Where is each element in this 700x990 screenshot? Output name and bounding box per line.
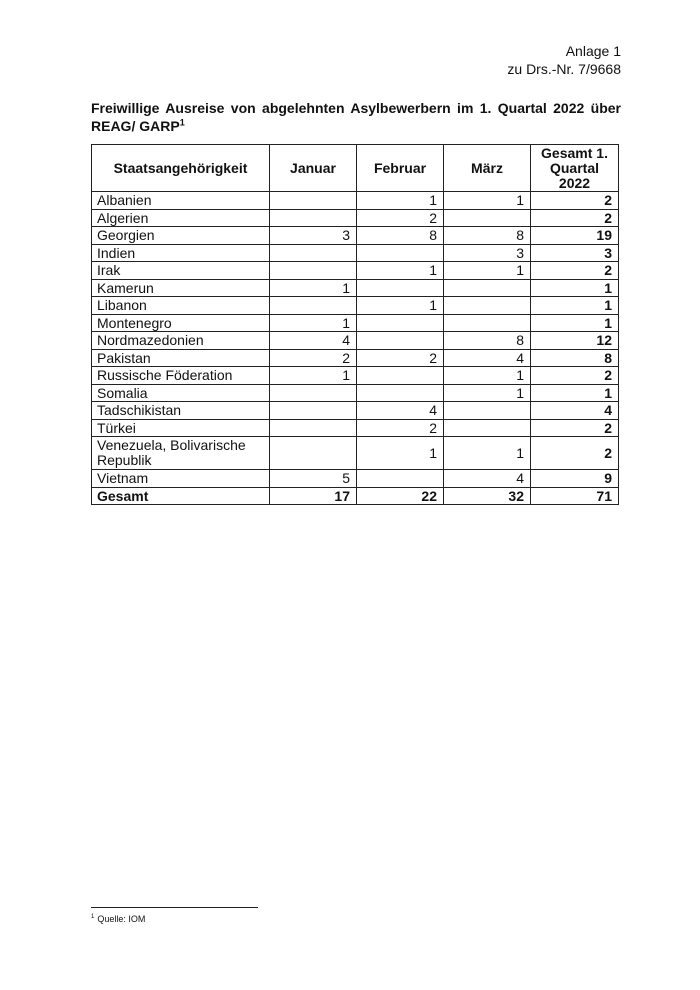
cell-march — [444, 297, 531, 315]
cell-march — [444, 279, 531, 297]
cell-quarter-total: 2 — [531, 419, 619, 437]
cell-january — [270, 262, 357, 280]
cell-march: 8 — [444, 332, 531, 350]
cell-february — [357, 470, 444, 488]
cell-country: Indien — [92, 244, 270, 262]
cell-january: 4 — [270, 332, 357, 350]
table-row — [92, 297, 619, 315]
table-row — [92, 384, 619, 402]
cell-country: Irak — [92, 262, 270, 280]
cell-country: Algerien — [92, 209, 270, 227]
cell-january: 1 — [270, 314, 357, 332]
footnote — [91, 914, 145, 924]
cell-january: 5 — [270, 470, 357, 488]
cell-quarter-total: 2 — [531, 192, 619, 210]
total-quarter: 71 — [531, 487, 619, 505]
cell-march: 1 — [444, 437, 531, 470]
total-march: 32 — [444, 487, 531, 505]
cell-february: 1 — [357, 297, 444, 315]
table-row — [92, 437, 619, 470]
cell-january: 2 — [270, 349, 357, 367]
cell-quarter-total: 4 — [531, 402, 619, 420]
annex-reference — [507, 42, 621, 78]
table-body — [92, 192, 619, 488]
table-row — [92, 314, 619, 332]
title-footnote-mark: 1 — [179, 117, 185, 128]
cell-quarter-total: 1 — [531, 297, 619, 315]
total-february: 22 — [357, 487, 444, 505]
cell-march: 8 — [444, 227, 531, 245]
table-row — [92, 262, 619, 280]
cell-february — [357, 244, 444, 262]
cell-march: 1 — [444, 262, 531, 280]
cell-march: 1 — [444, 367, 531, 385]
cell-january — [270, 419, 357, 437]
cell-country: Türkei — [92, 419, 270, 437]
cell-march — [444, 314, 531, 332]
table-row — [92, 402, 619, 420]
cell-january — [270, 402, 357, 420]
cell-quarter-total: 2 — [531, 209, 619, 227]
header-quarter-total: Gesamt 1. Quartal 2022 — [531, 145, 619, 192]
cell-january — [270, 209, 357, 227]
cell-country: Vietnam — [92, 470, 270, 488]
table-title — [91, 99, 621, 135]
cell-january — [270, 244, 357, 262]
document-reference: zu Drs.-Nr. 7/9668 — [507, 61, 621, 77]
cell-january: 1 — [270, 367, 357, 385]
cell-quarter-total: 1 — [531, 279, 619, 297]
cell-january — [270, 384, 357, 402]
cell-february: 1 — [357, 192, 444, 210]
header-february: Februar — [357, 145, 444, 192]
cell-march — [444, 209, 531, 227]
cell-quarter-total: 2 — [531, 367, 619, 385]
cell-february: 1 — [357, 262, 444, 280]
table-row — [92, 209, 619, 227]
departures-table — [91, 144, 619, 505]
table-row — [92, 279, 619, 297]
table-row — [92, 332, 619, 350]
cell-quarter-total: 19 — [531, 227, 619, 245]
cell-march: 1 — [444, 384, 531, 402]
cell-country: Albanien — [92, 192, 270, 210]
cell-march: 4 — [444, 470, 531, 488]
table-row — [92, 419, 619, 437]
cell-quarter-total: 12 — [531, 332, 619, 350]
cell-february — [357, 384, 444, 402]
table-total-row — [92, 487, 619, 505]
cell-march: 4 — [444, 349, 531, 367]
cell-february: 1 — [357, 437, 444, 470]
table-row — [92, 244, 619, 262]
cell-march — [444, 419, 531, 437]
table-row — [92, 367, 619, 385]
cell-january: 3 — [270, 227, 357, 245]
table-row — [92, 470, 619, 488]
header-country: Staatsangehörigkeit — [92, 145, 270, 192]
cell-february: 2 — [357, 349, 444, 367]
cell-country: Kamerun — [92, 279, 270, 297]
table-title-text: Freiwillige Ausreise von abgelehnten Asylbewerbern im 1. Quartal 2022 über REAG/ GARP — [91, 100, 621, 134]
cell-february: 8 — [357, 227, 444, 245]
cell-quarter-total: 2 — [531, 262, 619, 280]
cell-february — [357, 367, 444, 385]
cell-march: 3 — [444, 244, 531, 262]
cell-february — [357, 314, 444, 332]
cell-january: 1 — [270, 279, 357, 297]
cell-country: Tadschikistan — [92, 402, 270, 420]
cell-country: Russische Föderation — [92, 367, 270, 385]
header-january: Januar — [270, 145, 357, 192]
cell-country: Georgien — [92, 227, 270, 245]
cell-country: Venezuela, Bolivarische Republik — [92, 437, 270, 470]
table-row — [92, 227, 619, 245]
total-january: 17 — [270, 487, 357, 505]
table-row — [92, 192, 619, 210]
footnote-mark: 1 — [91, 914, 95, 920]
cell-quarter-total: 2 — [531, 437, 619, 470]
footnote-divider — [91, 907, 258, 908]
footnote-text: Quelle: IOM — [97, 914, 146, 924]
cell-february: 2 — [357, 419, 444, 437]
table-header-row — [92, 145, 619, 192]
cell-january — [270, 297, 357, 315]
total-label: Gesamt — [92, 487, 270, 505]
cell-country: Montenegro — [92, 314, 270, 332]
cell-march — [444, 402, 531, 420]
cell-february: 2 — [357, 209, 444, 227]
header-march: März — [444, 145, 531, 192]
cell-january — [270, 437, 357, 470]
cell-quarter-total: 3 — [531, 244, 619, 262]
cell-january — [270, 192, 357, 210]
cell-february — [357, 332, 444, 350]
cell-quarter-total: 9 — [531, 470, 619, 488]
cell-quarter-total: 8 — [531, 349, 619, 367]
cell-march: 1 — [444, 192, 531, 210]
cell-quarter-total: 1 — [531, 384, 619, 402]
cell-country: Libanon — [92, 297, 270, 315]
cell-country: Somalia — [92, 384, 270, 402]
cell-february: 4 — [357, 402, 444, 420]
cell-february — [357, 279, 444, 297]
cell-quarter-total: 1 — [531, 314, 619, 332]
cell-country: Pakistan — [92, 349, 270, 367]
cell-country: Nordmazedonien — [92, 332, 270, 350]
table-row — [92, 349, 619, 367]
annex-label: Anlage 1 — [565, 43, 621, 59]
